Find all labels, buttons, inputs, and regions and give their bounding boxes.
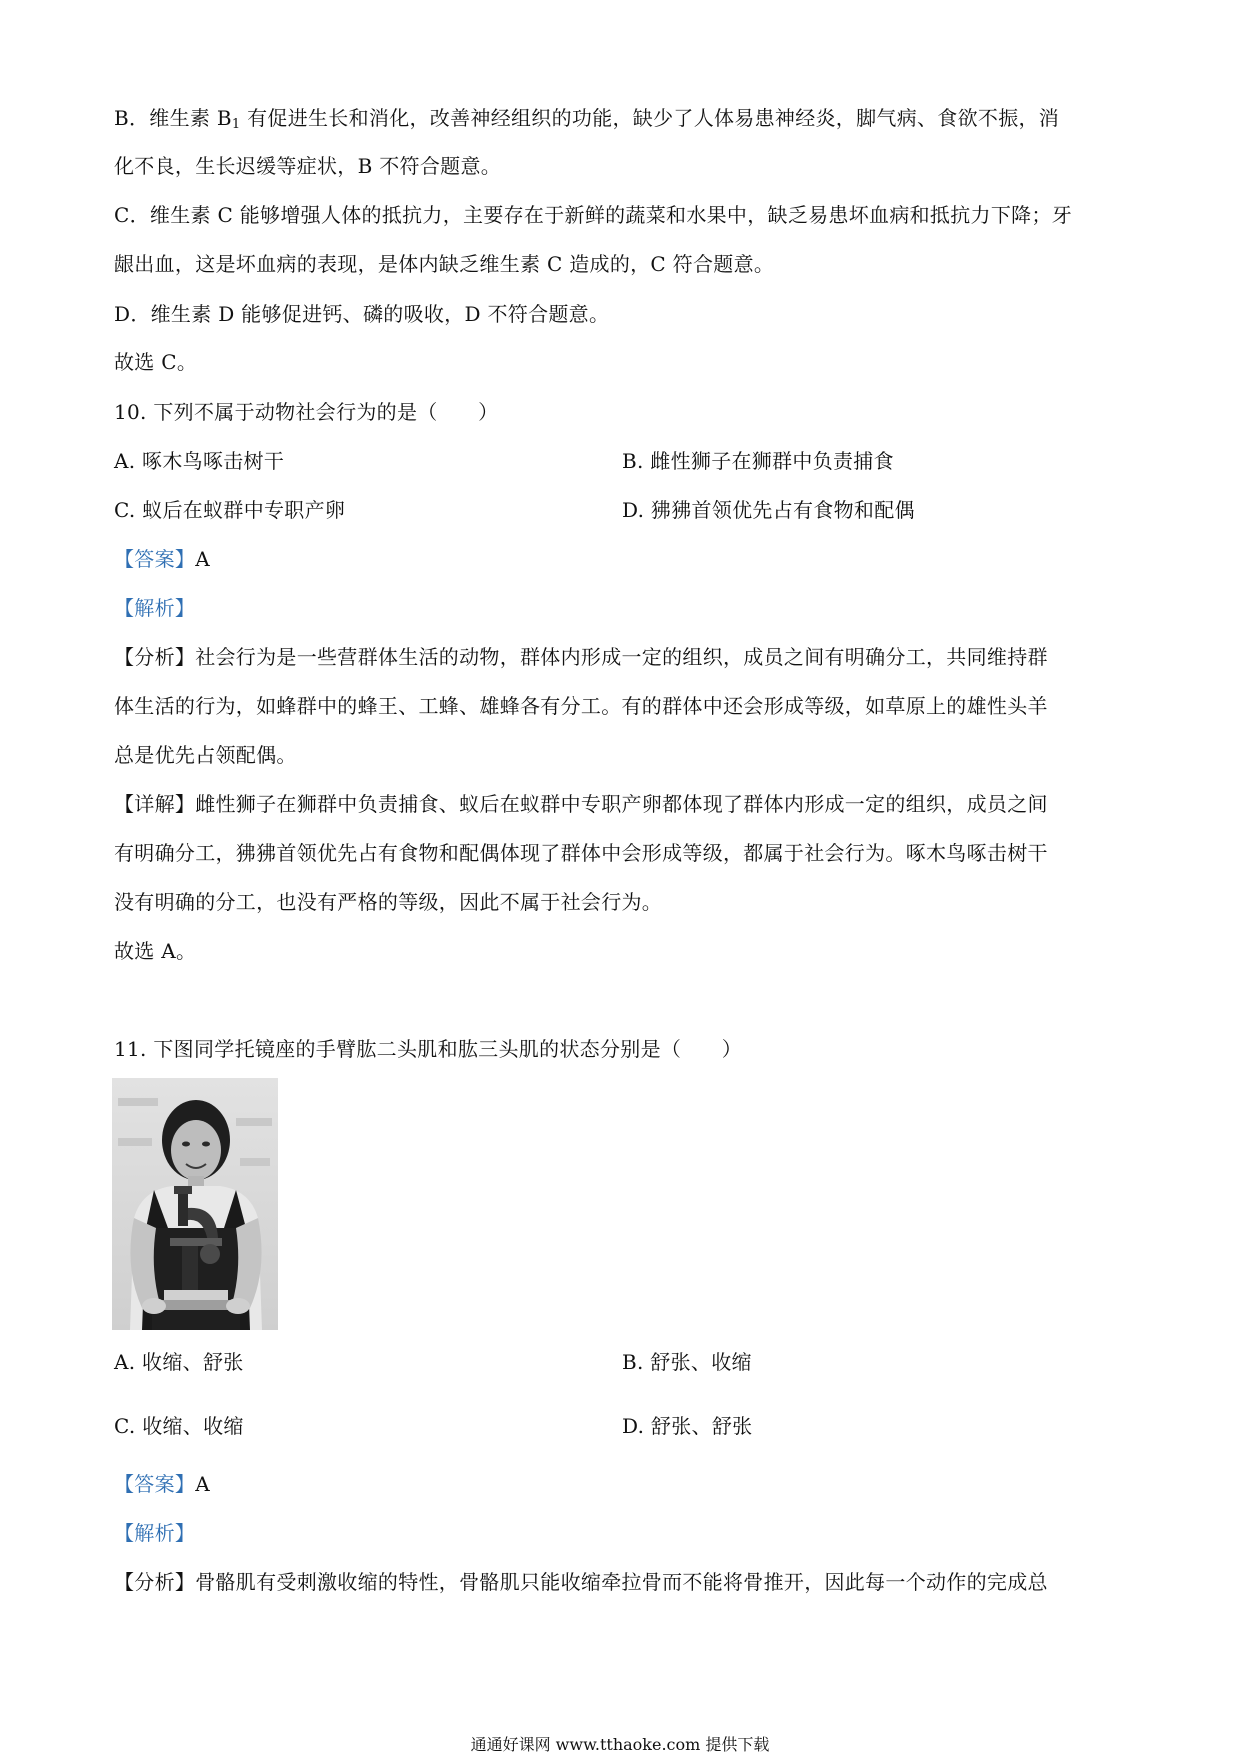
answer-tag: 【答案】 — [114, 547, 196, 571]
answer-value: A — [195, 547, 210, 571]
text: 有促进生长和消化，改善神经组织的功能，缺少了人体易患神经炎，脚气病、食欲不振，消 — [240, 106, 1060, 130]
q10-answer — [114, 545, 210, 573]
student-microscope-photo — [112, 1078, 278, 1330]
q11-analysis-line-1 — [114, 1568, 1048, 1596]
q9-conclusion: 故选 C。 — [114, 350, 198, 374]
page-footer: 通通好课网 www.tthaoke.com 提供下载 — [470, 1735, 770, 1754]
detail-tag: 【详解】 — [114, 792, 196, 816]
q10-detail-line-1 — [114, 790, 1048, 818]
q11-option-b: B. 舒张、收缩 — [622, 1350, 752, 1374]
q10-option-a: A. 啄木鸟啄击树干 — [114, 449, 285, 473]
q10-detail-line-3: 没有明确的分工，也没有严格的等级，因此不属于社会行为。 — [114, 890, 663, 914]
q10-stem: 10. 下列不属于动物社会行为的是（ ） — [114, 400, 499, 424]
q10-analysis-line-3: 总是优先占领配偶。 — [114, 743, 297, 767]
answer-value: A — [195, 1472, 210, 1496]
q10-conclusion: 故选 A。 — [114, 939, 197, 963]
analysis-tag: 【分析】 — [114, 645, 196, 669]
analysis-tag: 【分析】 — [114, 1570, 196, 1594]
q10-option-d: D. 狒狒首领优先占有食物和配偶 — [622, 498, 915, 522]
student-microscope-illustration — [112, 1078, 278, 1330]
q10-analysis-line-2: 体生活的行为，如蜂群中的蜂王、工蜂、雄蜂各有分工。有的群体中还会形成等级，如草原上的雄性头羊 — [114, 694, 1048, 718]
q10-option-c: C. 蚁后在蚁群中专职产卵 — [114, 498, 346, 522]
text: 骨骼肌有受刺激收缩的特性，骨骼肌只能收缩牵拉骨而不能将骨推开，因此每一个动作的完成总 — [195, 1570, 1048, 1594]
q11-stem: 11. 下图同学托镜座的手臂肱二头肌和肱三头肌的状态分别是（ ） — [114, 1037, 743, 1061]
q9-option-c-explanation-line-2: 龈出血，这是坏血病的表现，是体内缺乏维生素 C 造成的，C 符合题意。 — [114, 252, 775, 276]
q9-option-d-explanation: D．维生素 D 能够促进钙、磷的吸收，D 不符合题意。 — [114, 302, 610, 326]
q11-option-c: C. 收缩、收缩 — [114, 1414, 244, 1438]
text: B．维生素 B — [114, 106, 232, 130]
text: 社会行为是一些营群体生活的动物，群体内形成一定的组织，成员之间有明确分工，共同维持群 — [195, 645, 1048, 669]
q11-option-d: D. 舒张、舒张 — [622, 1414, 753, 1438]
q10-analysis-tag: 【解析】 — [114, 596, 196, 620]
q11-option-a: A. 收缩、舒张 — [114, 1350, 244, 1374]
q10-detail-line-2: 有明确分工，狒狒首领优先占有食物和配偶体现了群体中会形成等级，都属于社会行为。啄木鸟啄击树干 — [114, 841, 1048, 865]
q10-option-b: B. 雌性狮子在狮群中负责捕食 — [622, 449, 894, 473]
answer-tag: 【答案】 — [114, 1472, 196, 1496]
text: 雌性狮子在狮群中负责捕食、蚁后在蚁群中专职产卵都体现了群体内形成一定的组织，成员之间 — [195, 792, 1048, 816]
q11-analysis-tag: 【解析】 — [114, 1521, 196, 1545]
subscript: 1 — [231, 117, 241, 132]
q11-answer — [114, 1470, 210, 1498]
q9-option-b-explanation-line-1 — [114, 104, 1059, 139]
q9-option-b-explanation-line-2: 化不良，生长迟缓等症状，B 不符合题意。 — [114, 154, 502, 178]
q9-option-c-explanation-line-1: C．维生素 C 能够增强人体的抵抗力，主要存在于新鲜的蔬菜和水果中，缺乏易患坏血病和抵抗力下降；牙 — [114, 203, 1073, 227]
q10-analysis-line-1 — [114, 643, 1048, 671]
